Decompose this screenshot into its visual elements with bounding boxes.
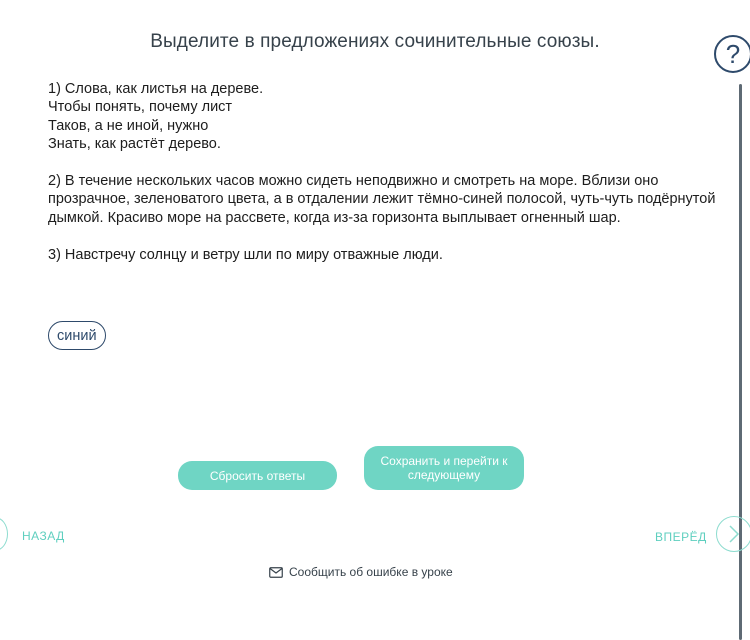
text-line[interactable]: Таков, а не иной, нужно: [48, 117, 209, 134]
back-arrow-icon[interactable]: [0, 517, 8, 551]
report-error-link[interactable]: [269, 565, 453, 579]
question-mark-icon: ?: [725, 39, 741, 69]
forward-button[interactable]: [716, 516, 750, 552]
paragraph-2: [48, 172, 728, 227]
text-line[interactable]: Чтобы понять, почему лист: [48, 99, 233, 116]
report-error-label: Сообщить об ошибке в уроке: [289, 565, 453, 579]
answer-chip[interactable]: синий: [48, 321, 106, 350]
forward-link[interactable]: ВПЕРЁД: [655, 530, 707, 544]
paragraph-3: [48, 246, 728, 264]
paragraph-1: [48, 80, 728, 154]
text-line[interactable]: Знать, как растёт дерево.: [48, 136, 221, 153]
help-button[interactable]: [714, 35, 750, 73]
reset-answers-button[interactable]: Сбросить ответы: [178, 461, 337, 490]
text-line[interactable]: 3) Навстречу солнцу и ветру шли по миру отважные люди.: [48, 246, 443, 263]
page-title: Выделите в предложениях сочинительные союзы.: [150, 31, 600, 52]
text-line[interactable]: 2) В течение нескольких часов можно сидеть неподвижно и смотреть на море. Вблизи оно прозрачное, зеленоватого цвета, а в отдалении лежит тёмно-синей полосой, чуть-чуть подёрнутой дымкой. Красиво море на рассвете, когда из-за горизонта выплывает огненный шар.: [48, 173, 716, 226]
task-text: [48, 80, 728, 282]
scrollbar[interactable]: [739, 84, 742, 640]
back-link[interactable]: НАЗАД: [22, 529, 65, 543]
text-line[interactable]: 1) Слова, как листья на дереве.: [48, 81, 264, 97]
chevron-right-icon: [728, 524, 740, 544]
save-and-next-button[interactable]: Сохранить и перейти к следующему: [364, 446, 524, 490]
envelope-icon: [269, 567, 283, 578]
